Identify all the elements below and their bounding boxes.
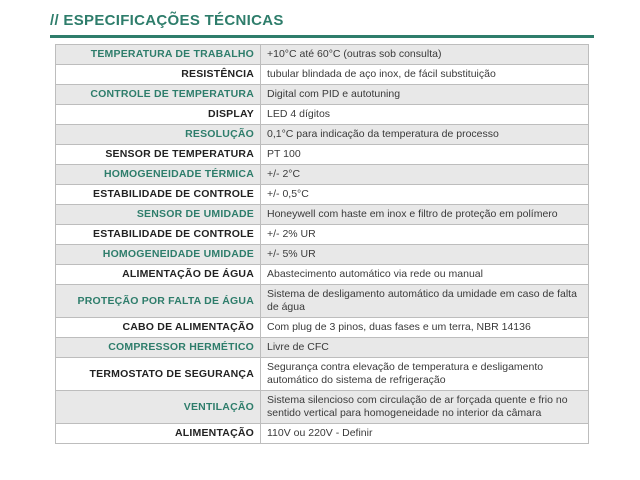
spec-value: Honeywell com haste em inox e filtro de proteção em polímero (261, 205, 589, 225)
spec-label: RESISTÊNCIA (56, 65, 261, 85)
table-row (56, 391, 589, 424)
spec-value: Segurança contra elevação de temperatura e desligamento automático do sistema de refrigeração (261, 358, 589, 391)
spec-label: ALIMENTAÇÃO (56, 424, 261, 444)
spec-value: +10°C até 60°C (outras sob consulta) (261, 45, 589, 65)
table-row (56, 45, 589, 65)
specifications-table (55, 44, 589, 444)
table-row (56, 424, 589, 444)
spec-label: VENTILAÇÃO (56, 391, 261, 424)
spec-value: Abastecimento automático via rede ou manual (261, 265, 589, 285)
spec-value: LED 4 dígitos (261, 105, 589, 125)
table-row (56, 225, 589, 245)
spec-value: +/- 2% UR (261, 225, 589, 245)
spec-label: ALIMENTAÇÃO DE ÁGUA (56, 265, 261, 285)
spec-value: tubular blindada de aço inox, de fácil substituição (261, 65, 589, 85)
table-row (56, 245, 589, 265)
spec-label: HOMOGENEIDADE UMIDADE (56, 245, 261, 265)
spec-value: Sistema silencioso com circulação de ar forçada quente e frio no sentido vertical para homogeneidade no interior da câmara (261, 391, 589, 424)
table-row (56, 358, 589, 391)
section-heading: // ESPECIFICAÇÕES TÉCNICAS (50, 12, 284, 29)
spec-label: CONTROLE DE TEMPERATURA (56, 85, 261, 105)
spec-label: CABO DE ALIMENTAÇÃO (56, 318, 261, 338)
spec-value: Com plug de 3 pinos, duas fases e um terra, NBR 14136 (261, 318, 589, 338)
spec-label: TERMOSTATO DE SEGURANÇA (56, 358, 261, 391)
table-row (56, 318, 589, 338)
spec-label: HOMOGENEIDADE TÉRMICA (56, 165, 261, 185)
spec-label: SENSOR DE TEMPERATURA (56, 145, 261, 165)
table-row (56, 338, 589, 358)
spec-value: Sistema de desligamento automático da umidade em caso de falta de água (261, 285, 589, 318)
spec-label: RESOLUÇÃO (56, 125, 261, 145)
table-row (56, 65, 589, 85)
spec-label: COMPRESSOR HERMÉTICO (56, 338, 261, 358)
spec-label: ESTABILIDADE DE CONTROLE (56, 225, 261, 245)
table-row (56, 125, 589, 145)
spec-value: PT 100 (261, 145, 589, 165)
table-row (56, 265, 589, 285)
spec-value: +/- 2°C (261, 165, 589, 185)
spec-value: 0,1°C para indicação da temperatura de processo (261, 125, 589, 145)
spec-label: SENSOR DE UMIDADE (56, 205, 261, 225)
table-row (56, 185, 589, 205)
spec-value: Livre de CFC (261, 338, 589, 358)
table-row (56, 205, 589, 225)
spec-value: +/- 5% UR (261, 245, 589, 265)
spec-value: Digital com PID e autotuning (261, 85, 589, 105)
table-row (56, 165, 589, 185)
table-row (56, 285, 589, 318)
table-row (56, 85, 589, 105)
spec-label: ESTABILIDADE DE CONTROLE (56, 185, 261, 205)
table-row (56, 105, 589, 125)
spec-label: PROTEÇÃO POR FALTA DE ÁGUA (56, 285, 261, 318)
spec-value: +/- 0,5°C (261, 185, 589, 205)
spec-label: DISPLAY (56, 105, 261, 125)
spec-value: 110V ou 220V - Definir (261, 424, 589, 444)
spec-label: TEMPERATURA DE TRABALHO (56, 45, 261, 65)
heading-divider (50, 35, 594, 38)
table-row (56, 145, 589, 165)
